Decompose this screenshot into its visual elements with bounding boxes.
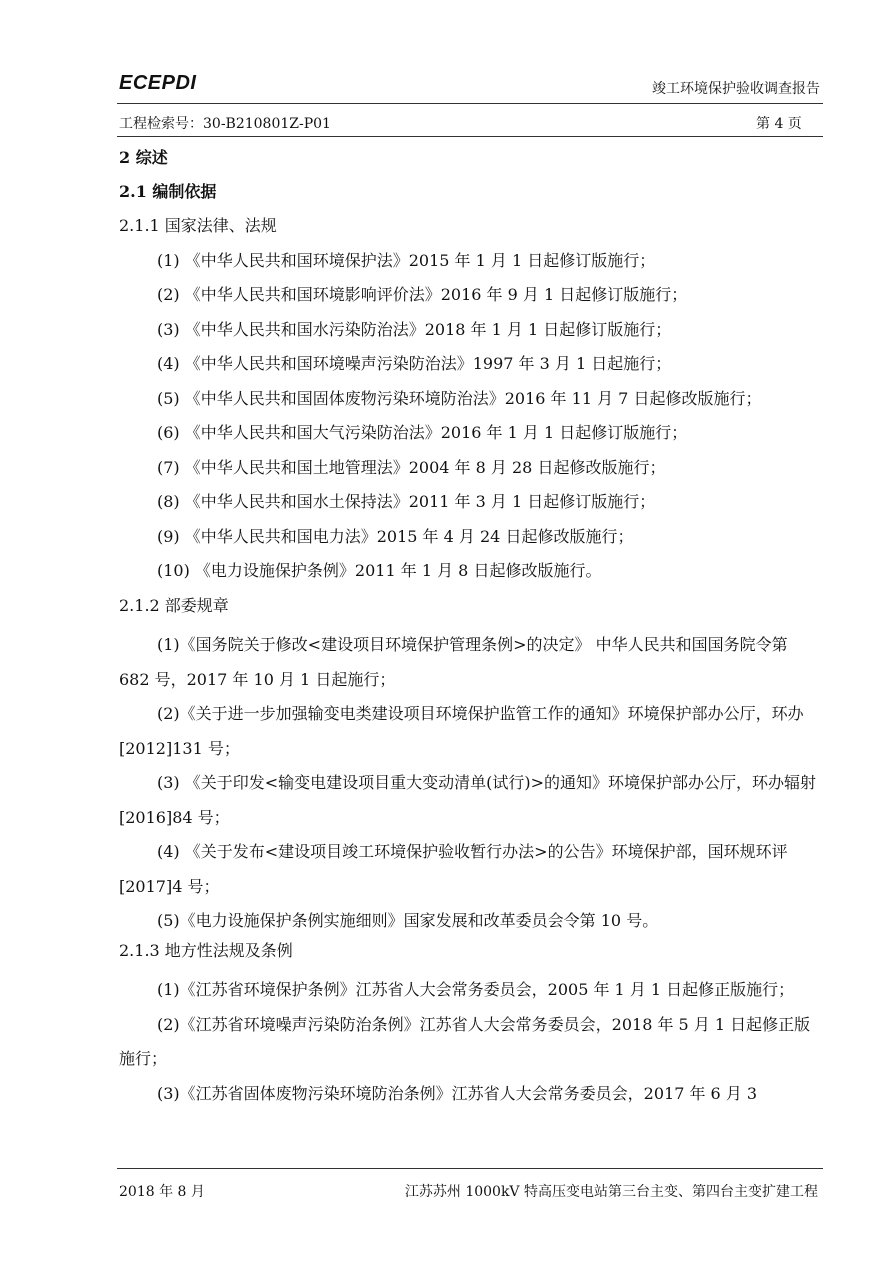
header-divider xyxy=(117,103,823,104)
list-item: (2) 《中华人民共和国环境影响评价法》2016 年 9 月 1 日起修订版施行； xyxy=(157,285,688,304)
list-item: (5) 《中华人民共和国固体废物污染环境防治法》2016 年 11 月 7 日起修改版施行； xyxy=(157,388,762,408)
footer-divider xyxy=(117,1168,823,1169)
page-number: 第 4 页 xyxy=(756,116,802,132)
national-laws-heading: 2.1.1 国家法律、法规 xyxy=(119,216,277,235)
list-item: (2)《关于进一步加强输变电类建设项目环境保护监管工作的通知》环境保护部办公厅，环办[2012]131 号； xyxy=(119,704,804,758)
list-item: (8) 《中华人民共和国水土保持法》2011 年 3 月 1 日起修订版施行； xyxy=(157,492,656,511)
list-item: (2)《江苏省环境噪声污染防治条例》江苏省人大会常务委员会，2018 年 5 月 1 日起修正版施行； xyxy=(119,1014,811,1068)
list-item: (3) 《中华人民共和国水污染防治法》2018 年 1 月 1 日起修订版施行； xyxy=(157,319,672,339)
company-logo: ECEPDI xyxy=(119,72,197,94)
list-item: (3)《江苏省固体废物污染环境防治条例》江苏省人大会常务委员会，2017 年 6 月 3 xyxy=(157,1083,758,1103)
list-item: (10) 《电力设施保护条例》2011 年 1 月 8 日起修改版施行。 xyxy=(157,561,602,580)
ministerial-rules-heading: 2.1.2 部委规章 xyxy=(119,595,229,615)
list-item: (1)《江苏省环境保护条例》江苏省人大会常务委员会，2005 年 1 月 1 日起修正版施行； xyxy=(157,980,795,999)
list-item: (7) 《中华人民共和国土地管理法》2004 年 8 月 28 日起修改版施行； xyxy=(157,457,666,477)
list-item: (4) 《中华人民共和国环境噪声污染防治法》1997 年 3 月 1 日起施行； xyxy=(157,354,672,373)
index-number: 工程检索号：30-B210801Z-P01 xyxy=(119,116,331,132)
page-body xyxy=(119,146,823,1111)
local-regulations-heading: 2.1.3 地方性法规及条例 xyxy=(119,940,293,960)
footer-project-name: 江苏苏州 1000kV 特高压变电站第三台主变、第四台主变扩建工程 xyxy=(404,1184,818,1200)
list-item: (1)《国务院关于修改<建设项目环境保护管理条例>的决定》 中华人民共和国国务院令第 682 号，2017 年 10 月 1 日起施行； xyxy=(119,635,788,689)
header-divider-lower xyxy=(117,136,823,137)
list-item: (5)《电力设施保护条例实施细则》国家发展和改革委员会令第 10 号。 xyxy=(157,911,659,930)
footer-date: 2018 年 8 月 xyxy=(119,1184,205,1200)
list-item: (4) 《关于发布<建设项目竣工环境保护验收暂行办法>的公告》环境保护部，国环规环评[2017]4 号； xyxy=(119,842,788,896)
section-title: 2 综述 xyxy=(119,148,168,167)
subsection-title: 2.1 编制依据 xyxy=(119,182,217,201)
list-item: (1) 《中华人民共和国环境保护法》2015 年 1 月 1 日起修订版施行； xyxy=(157,250,656,270)
list-item: (6) 《中华人民共和国大气污染防治法》2016 年 1 月 1 日起修订版施行； xyxy=(157,423,688,442)
document-title: 竣工环境保护验收调查报告 xyxy=(652,81,820,97)
list-item: (3) 《关于印发<输变电建设项目重大变动清单(试行)>的通知》环境保护部办公厅，环办辐射[2016]84 号； xyxy=(119,773,817,827)
list-item: (9) 《中华人民共和国电力法》2015 年 4 月 24 日起修改版施行； xyxy=(157,526,634,546)
